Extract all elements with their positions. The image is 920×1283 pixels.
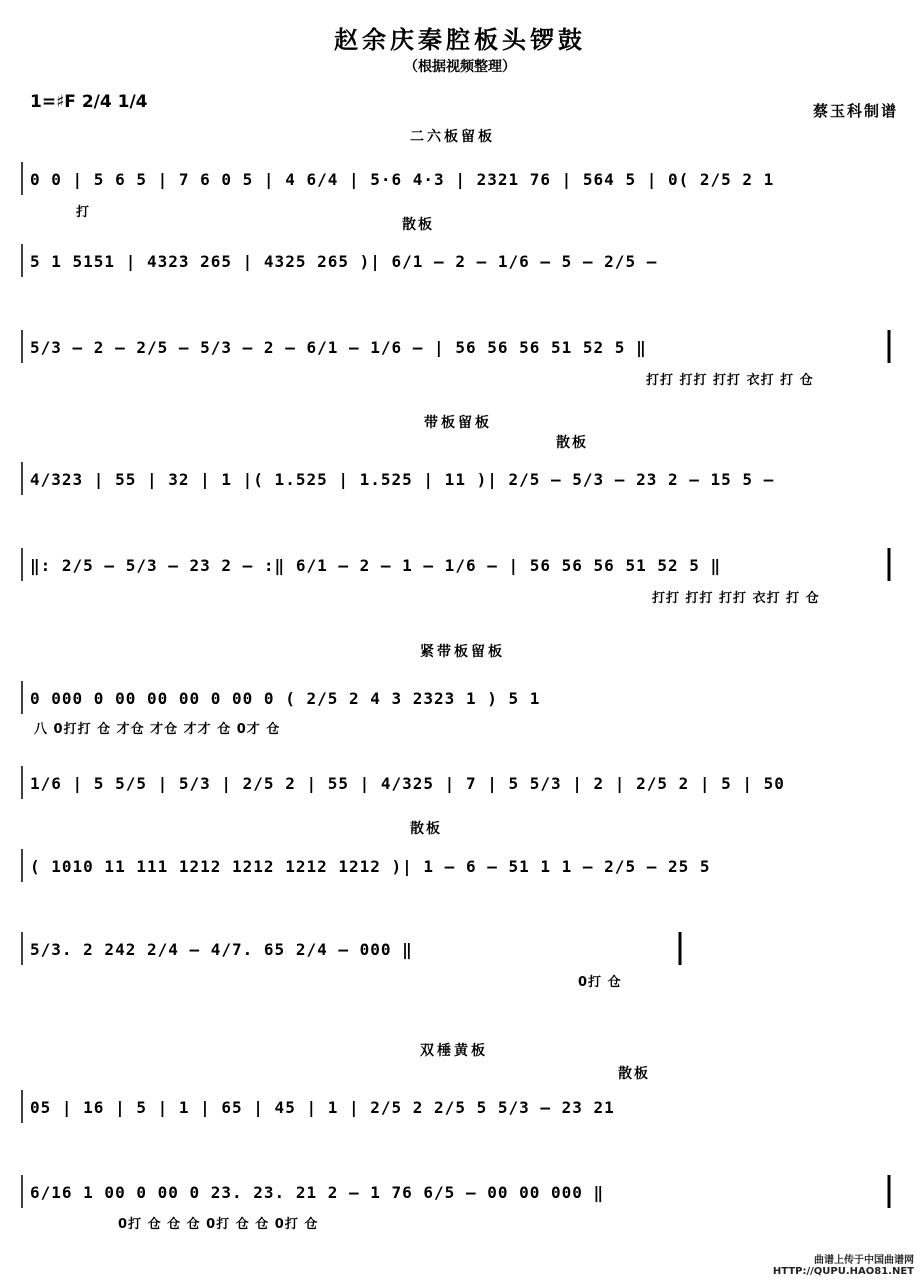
section-heading: 带板留板 bbox=[424, 415, 492, 431]
footer-watermark-line1: 曲谱上传于中国曲谱网 bbox=[814, 1255, 914, 1266]
lyrics-line: 0打 仓 bbox=[578, 975, 622, 990]
notation-line: 5/3. 2 242 2/4 – 4/7. 65 2/4 – 000 ‖ bbox=[30, 940, 413, 959]
lyrics-line: 打打 打打 打打 衣打 打 仓 bbox=[646, 373, 814, 388]
key-signature: 1=♯F 2/4 1/4 bbox=[30, 92, 148, 112]
page-title: 赵余庆秦腔板头锣鼓 bbox=[334, 25, 586, 54]
notation-line: ‖: 2/5 – 5/3 – 23 2 – :‖ 6/1 – 2 – 1 – 1/6 – | 56 56 56 51 52 5 ‖ bbox=[30, 556, 722, 575]
notation-line: 4/323 | 55 | 32 | 1 |( 1.525 | 1.525 | 11 )| 2/5 – 5/3 – 23 2 – 15 5 – bbox=[30, 470, 775, 489]
tempo-mark: 散板 bbox=[556, 435, 588, 451]
notation-line: 0 0 | 5 6 5 | 7 6 0 5 | 4 6/4 | 5·6 4·3 | 2321 76 | 564 5 | 0( 2/5 2 1 bbox=[30, 170, 775, 189]
tempo-mark: 散板 bbox=[402, 217, 434, 233]
page-subtitle: （根据视频整理） bbox=[404, 59, 516, 75]
notation-line: 0 000 0 00 00 00 0 00 0 ( 2/5 2 4 3 2323 1 ) 5 1 bbox=[30, 689, 541, 708]
lyrics-line: 打打 打打 打打 衣打 打 仓 bbox=[652, 591, 820, 606]
lyrics-line: 八 0打打 仓 才仓 才仓 才才 仓 0才 仓 bbox=[34, 722, 281, 737]
section-heading: 紧带板留板 bbox=[420, 644, 505, 660]
notation-line: 1/6 | 5 5/5 | 5/3 | 2/5 2 | 55 | 4/325 | 7 | 5 5/3 | 2 | 2/5 2 | 5 | 50 bbox=[30, 774, 785, 793]
notation-line: ( 1010 11 111 1212 1212 1212 1212 )| 1 – 6 – 51 1 1 – 2/5 – 25 5 bbox=[30, 857, 711, 876]
tempo-mark: 散板 bbox=[410, 821, 442, 837]
notation-line: 05 | 16 | 5 | 1 | 65 | 45 | 1 | 2/5 2 2/5 5 5/3 – 23 21 bbox=[30, 1098, 615, 1117]
tempo-mark: 散板 bbox=[618, 1066, 650, 1082]
lyrics-line: 打 bbox=[76, 205, 91, 220]
footer-watermark-line2: HTTP://QUPU.HAO81.NET bbox=[772, 1266, 914, 1277]
notation-line: 6/16 1 00 0 00 0 23. 23. 21 2 – 1 76 6/5 – 00 00 000 ‖ bbox=[30, 1183, 605, 1202]
notation-line: 5/3 – 2 – 2/5 – 5/3 – 2 – 6/1 – 1/6 – | 56 56 56 51 52 5 ‖ bbox=[30, 338, 647, 357]
section-heading: 二六板留板 bbox=[410, 129, 495, 145]
lyrics-line: 0打 仓 仓 仓 0打 仓 仓 0打 仓 bbox=[118, 1217, 319, 1232]
author-credit: 蔡玉科制谱 bbox=[812, 102, 898, 120]
notation-line: 5 1 5151 | 4323 265 | 4325 265 )| 6/1 – 2 – 1/6 – 5 – 2/5 – bbox=[30, 252, 658, 271]
section-heading: 双棰黄板 bbox=[420, 1043, 488, 1059]
